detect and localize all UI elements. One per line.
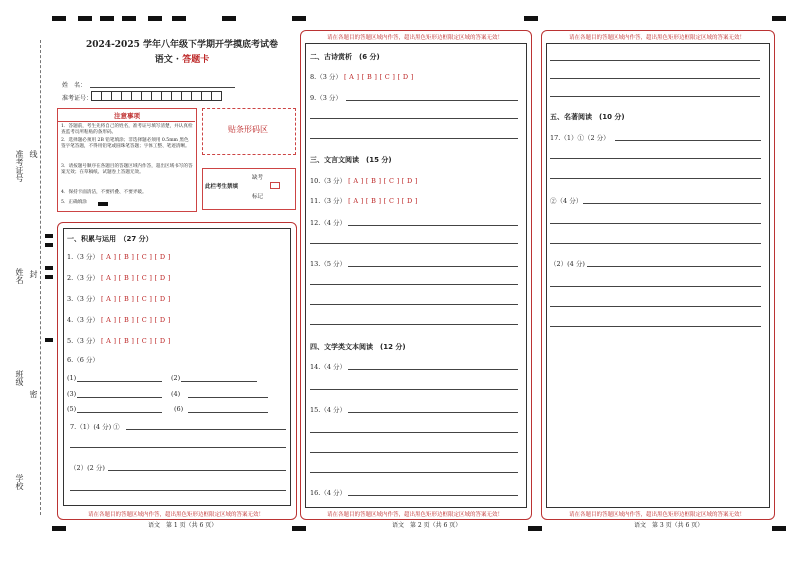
note-item-5: 5．正确填涂: [61, 200, 87, 205]
q17-part2-label: ②（4 分）: [550, 197, 583, 205]
q2-label: 2.（3 分）: [67, 274, 99, 282]
q5-label: 5.（3 分）: [67, 337, 99, 345]
q4-options[interactable]: [ A ] [ B ] [ C ] [ D ]: [100, 316, 171, 324]
q9-answer3[interactable]: [310, 138, 518, 139]
barcode-label: 贴条形码区: [228, 125, 268, 134]
q16-label: 16.（4 分）: [310, 489, 347, 497]
timing-mark: [222, 16, 236, 21]
q14-label: 14.（4 分）: [310, 363, 347, 371]
q10-options[interactable]: [ A ] [ B ] [ C ] [ D ]: [348, 177, 418, 185]
note-item-3: 3．请按题号顺序在各题目的答题区域内作答，超出区域书写的答案无效；在草稿纸、试题卷上答题无效。: [61, 164, 193, 176]
q6-label: 6.（6 分）: [67, 356, 99, 364]
q7-answer-a1[interactable]: [126, 429, 286, 430]
q14-answer2[interactable]: [310, 389, 518, 390]
q12-answer2[interactable]: [310, 243, 518, 244]
q17-answer3[interactable]: [550, 178, 761, 179]
timing-mark: [292, 16, 306, 21]
q4: [67, 315, 171, 324]
q13-label: 13.（5 分）: [310, 260, 347, 268]
q11-label: 11.（3 分）: [310, 197, 347, 205]
q15-answer2[interactable]: [310, 432, 518, 433]
section2-title: 二、古诗赏析 (6 分): [310, 53, 380, 61]
notes-divider: [58, 121, 195, 122]
q7-answer-b1[interactable]: [108, 470, 286, 471]
q6-sub3: (3): [67, 390, 77, 398]
q6-answer2[interactable]: [181, 381, 257, 382]
name-field[interactable]: [90, 87, 235, 88]
binding-school-label: 学校: [15, 474, 24, 490]
page2-footer: 语文 第 2 页（共 6 页）: [392, 522, 462, 529]
side-mark: [45, 243, 53, 247]
timing-mark: [78, 16, 92, 21]
binding-id-label: 准考证号: [15, 150, 24, 182]
binding-line: [40, 40, 41, 515]
q17-answer1[interactable]: [615, 140, 761, 141]
q17-answer8[interactable]: [550, 286, 761, 287]
name-label: 姓 名：: [62, 82, 87, 89]
timing-mark: [292, 526, 306, 531]
q14-answer1[interactable]: [348, 369, 518, 370]
q6-sub2: (2): [171, 374, 181, 382]
q13-answer3[interactable]: [310, 304, 518, 305]
side-mark: [45, 338, 53, 342]
q1-label: 1.（3 分）: [67, 253, 99, 261]
page3-footer: 语文 第 3 页（共 6 页）: [634, 522, 704, 529]
timing-mark: [148, 16, 162, 21]
timing-mark: [172, 16, 186, 21]
timing-mark: [52, 526, 66, 531]
q6-answer1[interactable]: [77, 381, 162, 382]
note-item-1: 1．答题前，考生先将自己的姓名，准考证号填写清楚，并认真检查监考员所粘贴的条形码。: [61, 124, 193, 136]
q1-options[interactable]: [ A ] [ B ] [ C ] [ D ]: [100, 253, 171, 261]
q6-answer3[interactable]: [77, 397, 162, 398]
q2-options[interactable]: [ A ] [ B ] [ C ] [ D ]: [100, 274, 171, 282]
binding-line-label: 线: [29, 150, 38, 158]
q17-answer9[interactable]: [550, 306, 761, 307]
q3-options[interactable]: [ A ] [ B ] [ C ] [ D ]: [100, 295, 171, 303]
q4-label: 4.（3 分）: [67, 316, 99, 324]
p3-line-2[interactable]: [550, 78, 760, 79]
panel2-inner: [305, 43, 527, 508]
section1-title: 一、积累与运用 （27 分）: [67, 235, 153, 243]
q6-answer4[interactable]: [188, 397, 268, 398]
note-item-4: 4．保持卡面清洁，不要折叠、不要弄破。: [61, 190, 147, 195]
section3-title: 三、文言文阅读 (15 分): [310, 156, 392, 164]
q17-label: 17.（1）①（2 分）: [550, 134, 610, 142]
q5: [67, 336, 171, 345]
warning-p2-top: 请在各题目的答题区域内作答，超出黑色矩形边框限定区域的答案无效！: [326, 35, 503, 41]
binding-class-label: 班级: [15, 370, 24, 386]
q11: [310, 196, 418, 205]
q7-answer-b2[interactable]: [70, 490, 286, 491]
timing-mark: [100, 16, 114, 21]
q1: [67, 252, 171, 261]
fill-sample: [98, 202, 108, 206]
q7-part2: （2）(2 分): [70, 464, 105, 472]
absent-label: 此栏考生禁填: [205, 184, 239, 190]
q10-label: 10.（3 分）: [310, 177, 347, 185]
q16-answer1[interactable]: [348, 495, 518, 496]
page1-footer: 语文 第 1 页（共 6 页）: [148, 522, 218, 529]
absent-mark-top: 缺考: [252, 175, 264, 181]
q9-label: 9.（3 分）: [310, 94, 342, 102]
warning-p1-bottom: 请在各题目的答题区域内作答，超出黑色矩形边框限定区域的答案无效！: [87, 512, 264, 518]
q13-answer4[interactable]: [310, 324, 518, 325]
id-grid[interactable]: [92, 91, 222, 102]
q11-options[interactable]: [ A ] [ B ] [ C ] [ D ]: [348, 197, 418, 205]
absent-mark-bottom: 标记: [252, 194, 264, 200]
q12-label: 12.（4 分）: [310, 219, 347, 227]
side-mark: [45, 234, 53, 238]
q9-answer2[interactable]: [310, 118, 518, 119]
warning-p3-bottom: 请在各题目的答题区域内作答，超出黑色矩形边框限定区域的答案无效！: [568, 512, 745, 518]
exam-title: 2024-2025 学年八年级下学期开学摸底考试卷: [86, 40, 278, 50]
timing-mark: [122, 16, 136, 21]
section4-title: 四、文学类文本阅读 (12 分): [310, 343, 406, 351]
q3: [67, 294, 171, 303]
q9-answer1[interactable]: [346, 100, 518, 101]
side-mark: [45, 266, 53, 270]
q6-sub4: (4): [171, 390, 181, 398]
timing-mark: [528, 526, 542, 531]
q10: [310, 176, 418, 185]
q6-sub1: (1): [67, 374, 77, 382]
q6-sub6: (6): [174, 405, 184, 413]
id-label: 准考证号：: [62, 95, 93, 102]
warning-p3-top: 请在各题目的答题区域内作答，超出黑色矩形边框限定区域的答案无效！: [568, 35, 745, 41]
q12-answer1[interactable]: [348, 225, 518, 226]
q17-answer4[interactable]: [583, 203, 761, 204]
q15-answer1[interactable]: [348, 412, 518, 413]
q15-answer4[interactable]: [310, 472, 518, 473]
q17-answer7[interactable]: [587, 266, 761, 267]
side-mark: [45, 275, 53, 279]
q6-sub5: (5): [67, 405, 77, 413]
q17-answer10[interactable]: [550, 326, 761, 327]
p3-line-1[interactable]: [550, 60, 760, 61]
q6-answer5[interactable]: [77, 412, 162, 413]
section5-title: 五、名著阅读 (10 分): [550, 113, 625, 121]
warning-p2-bottom: 请在各题目的答题区域内作答，超出黑色矩形边框限定区域的答案无效！: [326, 512, 503, 518]
exam-subtitle: [62, 52, 302, 65]
q17-answer6[interactable]: [550, 243, 761, 244]
q2: [67, 273, 171, 282]
subtitle-answer-card: 答题卡: [182, 55, 210, 65]
binding-seal-label: 封: [29, 270, 38, 278]
q6-answer6[interactable]: [188, 412, 268, 413]
q8: [310, 72, 414, 81]
timing-mark: [52, 16, 66, 21]
q8-options[interactable]: [ A ] [ B ] [ C ] [ D ]: [343, 73, 414, 81]
timing-mark: [524, 16, 538, 21]
timing-mark: [772, 526, 786, 531]
q13-answer1[interactable]: [348, 266, 518, 267]
q5-options[interactable]: [ A ] [ B ] [ C ] [ D ]: [100, 337, 171, 345]
binding-name-label: 姓名: [15, 268, 24, 284]
absent-checkbox[interactable]: [270, 182, 280, 189]
q15-label: 15.（4 分）: [310, 406, 347, 414]
note-item-2: 2．选择题必须用 2B 铅笔填涂；非选择题必须用 0.5mm 黑色签字笔答题，不得用铅笔或圆珠笔答题；字体工整、笔迹清晰。: [61, 138, 190, 150]
q17-answer5[interactable]: [550, 223, 761, 224]
p3-line-3[interactable]: [550, 96, 760, 97]
q17-answer2[interactable]: [550, 158, 761, 159]
q15-answer3[interactable]: [310, 452, 518, 453]
q7-part1: 7.（1）(4 分) ①: [70, 423, 120, 431]
q3-label: 3.（3 分）: [67, 295, 99, 303]
subtitle-prefix: 语文 ·: [154, 55, 183, 65]
q17-part3-label: （2）(4 分): [550, 260, 585, 268]
q13-answer2[interactable]: [310, 284, 518, 285]
q7-answer-a2[interactable]: [70, 447, 286, 448]
q8-label: 8.（3 分）: [310, 73, 342, 81]
binding-secret-label: 密: [29, 390, 38, 398]
notes-title: 注意事项: [114, 112, 140, 120]
timing-mark: [772, 16, 786, 21]
